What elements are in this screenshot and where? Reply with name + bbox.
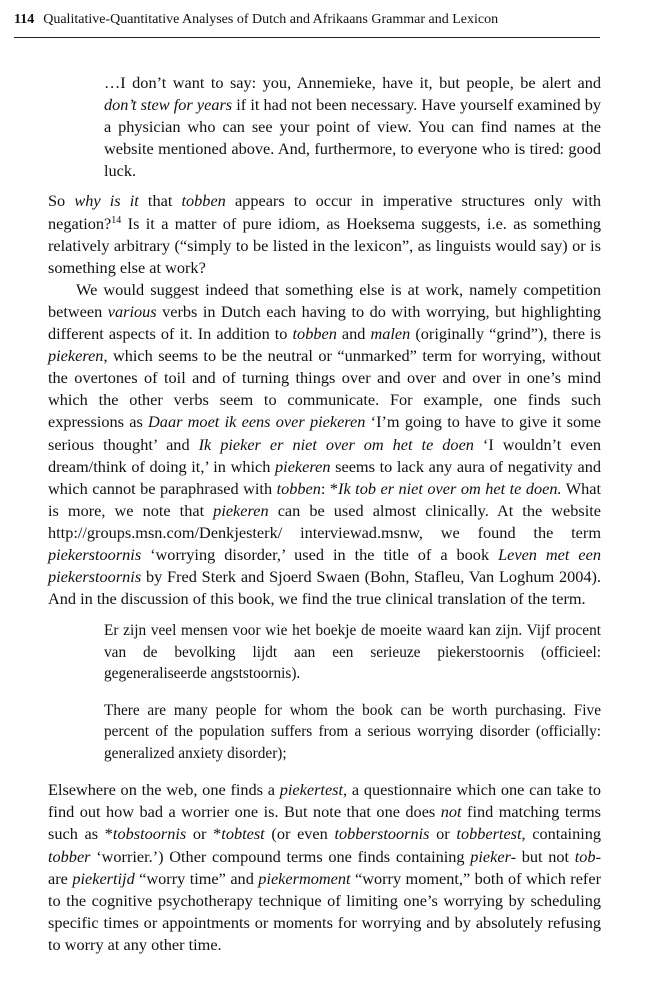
block-quote: …I don’t want to say: you, Annemieke, have it, but people, be alert and don’t stew for years if it had not been necessary. Have yourself examined by a physician who can see your point of view. You can find names at the website mentioned above. And, furthermore, to everyone who is tired: good luck. [104,73,602,181]
italic-term: piekertest [279,780,344,800]
italic-term: tobbertest [456,824,522,844]
footnote-marker: 14 [111,214,122,226]
italic-term: tobberstoornis [334,824,430,844]
italic-term: pieker- [470,846,517,866]
italic-term: tobben [292,324,337,344]
page-number: 114 [14,12,35,27]
italic-term: don’t stew for years [104,95,233,115]
italic-term: Daar moet ik eens over piekeren [148,412,366,432]
page-body [48,72,601,956]
italic-term: tob- [574,846,601,866]
italic-term: tobben [276,478,321,498]
body-paragraph: So why is it that tobben appears to occur in imperative structures only with negation?$^{14}$ Is it a matter of pure idiom, as Hoeksema suggests, i.e. as something relatively arbitrary (“simply to be listed in the lexicon”, as linguists would say) or is something else at work? [48,191,601,277]
example-quote-english: There are many people for whom the book can be worth purchasing. Five percent of the population suffers from a serious worrying disorder (officially: generalized anxiety disorder); [104,701,601,762]
italic-term: tobben [181,191,226,211]
italic-term: piekermoment [258,868,351,888]
italic-term: Ik pieker er niet over om het te doen [198,434,474,454]
body-paragraph: Elsewhere on the web, one finds a piekertest, a questionnaire which one can take to find out how bad a worrier one is. But note that one does not find matching terms such as *tobstoornis or *tobtest (or even tobberstoornis or tobbertest, containing tobber ‘worrier.’) Other compound terms one finds containing pieker- but not tob- are piekertijd “worry time” and piekermoment “worry moment,” both of which refer to the cognitive psychotherapy technique of limiting one’s worrying by scheduling specific times or appointments or moments for worrying and by absolutely refusing to worry at any other time. [48,780,602,954]
italic-term: piekeren [48,346,104,366]
italic-term: piekerstoornis [48,544,142,564]
italic-term: why is it [74,191,139,211]
italic-term: piekeren [275,456,331,476]
example-quote-dutch: Er zijn veel mensen voor wie het boekje de moeite waard kan zijn. Vijf procent van de bevolking lijdt aan een serieuze piekerstoornis (officieel: gegeneraliseerde angststoornis). [104,622,601,683]
italic-term: tobstoornis [112,824,187,844]
italic-term: piekertijd [72,868,135,888]
italic-term: tobtest [221,824,265,844]
italic-term: Leven met een piekerstoornis [48,544,601,587]
italic-term: tobber [48,846,91,866]
italic-term: various [107,301,157,321]
italic-term: not [440,802,462,822]
running-header [14,10,600,38]
italic-term: malen [370,324,411,344]
body-paragraph: We would suggest indeed that something else is at work, namely competition between various verbs in Dutch each having to do with worrying, but highlighting different aspects of it. In addition to tobben and malen (originally “grind”), there is piekeren, which seems to be the neutral or “unmarked” term for worrying, without the overtones of toil and of turning things over and over and over in one’s mind which the other verbs seem to communicate. For example, one finds such expressions as Daar moet ik eens over piekeren ‘I’m going to have to give it some serious thought’ and Ik pieker er niet over om het te doen ‘I wouldn’t even dream/think of doing it,’ in which piekeren seems to lack any aura of negativity and which cannot be paraphrased with tobben: *Ik tob er niet over om het te doen. What is more, we note that piekeren can be used almost clinically. At the website http://groups.msn.com/Denkjesterk/ interviewad.msnw, we found the term piekerstoornis ‘worrying disorder,’ used in the title of a book Leven met een piekerstoornis by Fred Sterk and Sjoerd Swaen (Bohn, Stafleu, Van Loghum 2004). And in the discussion of this book, we find the true clinical translation of the term. [48,279,602,609]
italic-term: Ik tob er niet over om het te doen. [338,478,562,498]
book-title: Qualitative-Quantitative Analyses of Dutch and Afrikaans Grammar and Lexicon [43,12,499,27]
italic-term: piekeren [213,500,269,520]
